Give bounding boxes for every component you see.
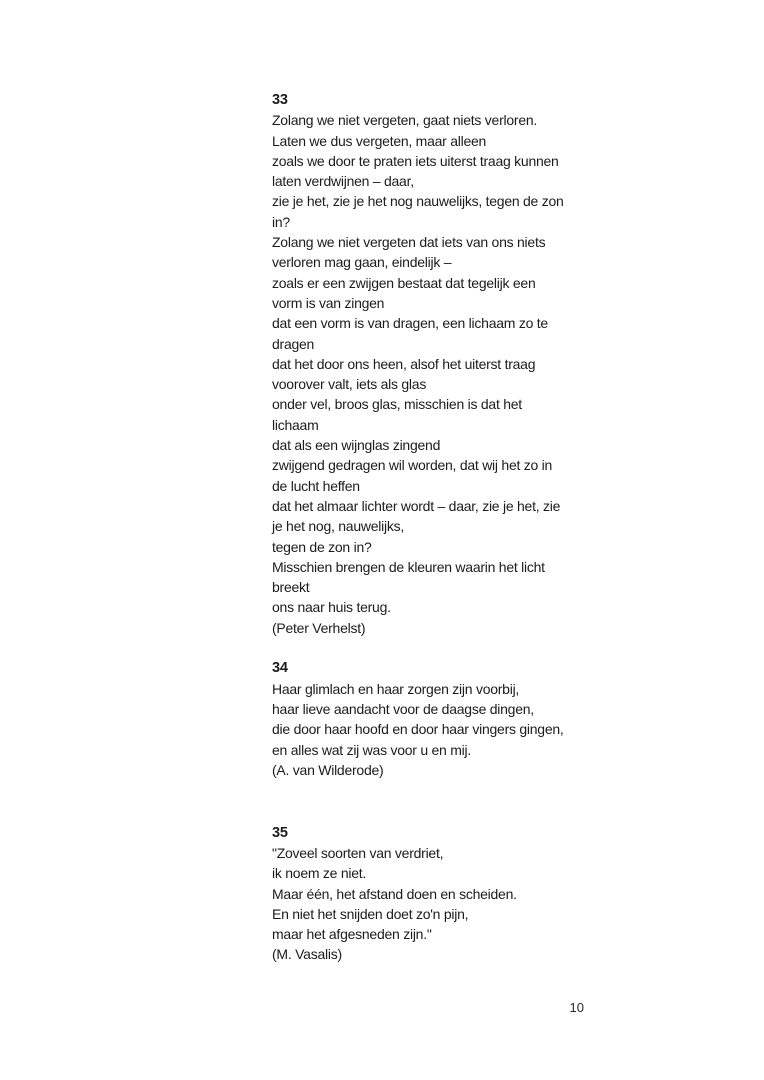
poem-line: ons naar huis terug. (272, 599, 391, 616)
poem-line: Haar glimlach en haar zorgen zijn voorbij, (272, 680, 520, 697)
poem-line: onder vel, broos glas, misschien is dat het (272, 396, 522, 413)
poem-line: breekt (272, 579, 310, 596)
poem-line: dragen (272, 335, 315, 352)
poem-line: en alles wat zij was voor u en mij. (272, 741, 472, 758)
poem-line: Misschien brengen de kleuren waarin het licht (272, 558, 545, 575)
poem-line: verloren mag gaan, eindelijk – (272, 254, 452, 271)
poem-attribution: (M. Vasalis) (272, 946, 342, 963)
poem-line: zwijgend gedragen wil worden, dat wij het zo in (272, 457, 553, 474)
poem-line: laten verdwijnen – daar, (272, 173, 414, 190)
poem-line: maar het afgesneden zijn." (272, 926, 432, 943)
poem-line: die door haar hoofd en door haar vingers gingen, (272, 721, 564, 738)
poem-line: Zolang we niet vergeten, gaat niets verloren. (272, 112, 538, 129)
poem-number: 33 (272, 92, 288, 108)
poem-line: dat het almaar lichter wordt – daar, zie je het, zie (272, 497, 561, 514)
poem-line: zie je het, zie je het nog nauwelijks, tegen de zon (272, 193, 564, 210)
poem-section-35 (272, 823, 612, 965)
poem-line: dat een vorm is van dragen, een lichaam zo te (272, 315, 548, 332)
poem-section-33 (272, 90, 612, 638)
poem-section-34 (272, 658, 612, 780)
poem-line: tegen de zon in? (272, 538, 372, 555)
poem-line: En niet het snijden doet zo'n pijn, (272, 905, 469, 922)
poem-line: vorm is van zingen (272, 294, 385, 311)
poem-line: Zolang we niet vergeten dat iets van ons niets (272, 234, 546, 251)
poem-line: dat als een wijnglas zingend (272, 437, 441, 454)
poem-line: Maar één, het afstand doen en scheiden. (272, 885, 517, 902)
poem-attribution: (A. van Wilderode) (272, 761, 384, 778)
poem-line: dat het door ons heen, alsof het uiterst traag (272, 355, 536, 372)
poem-line: lichaam (272, 416, 319, 433)
poem-number: 35 (272, 824, 288, 841)
page-number: 10 (569, 1000, 584, 1015)
poem-line: haar lieve aandacht voor de daagse dingen, (272, 700, 534, 717)
poem-line: "Zoveel soorten van verdriet, (272, 844, 444, 861)
poem-line: zoals we door te praten iets uiterst traag kunnen (272, 152, 559, 169)
poem-line: in? (272, 213, 290, 230)
poem-line: ik noem ze niet. (272, 865, 367, 882)
poems-content (272, 90, 612, 965)
poem-line: de lucht heffen (272, 477, 360, 494)
poem-line: je het nog, nauwelijks, (272, 518, 405, 535)
poem-number: 34 (272, 660, 288, 677)
poem-line: Laten we dus vergeten, maar alleen (272, 132, 487, 149)
poem-line: voorover valt, iets als glas (272, 376, 427, 393)
poem-attribution: (Peter Verhelst) (272, 619, 366, 636)
poem-line: zoals er een zwijgen bestaat dat tegelijk een (272, 274, 536, 291)
